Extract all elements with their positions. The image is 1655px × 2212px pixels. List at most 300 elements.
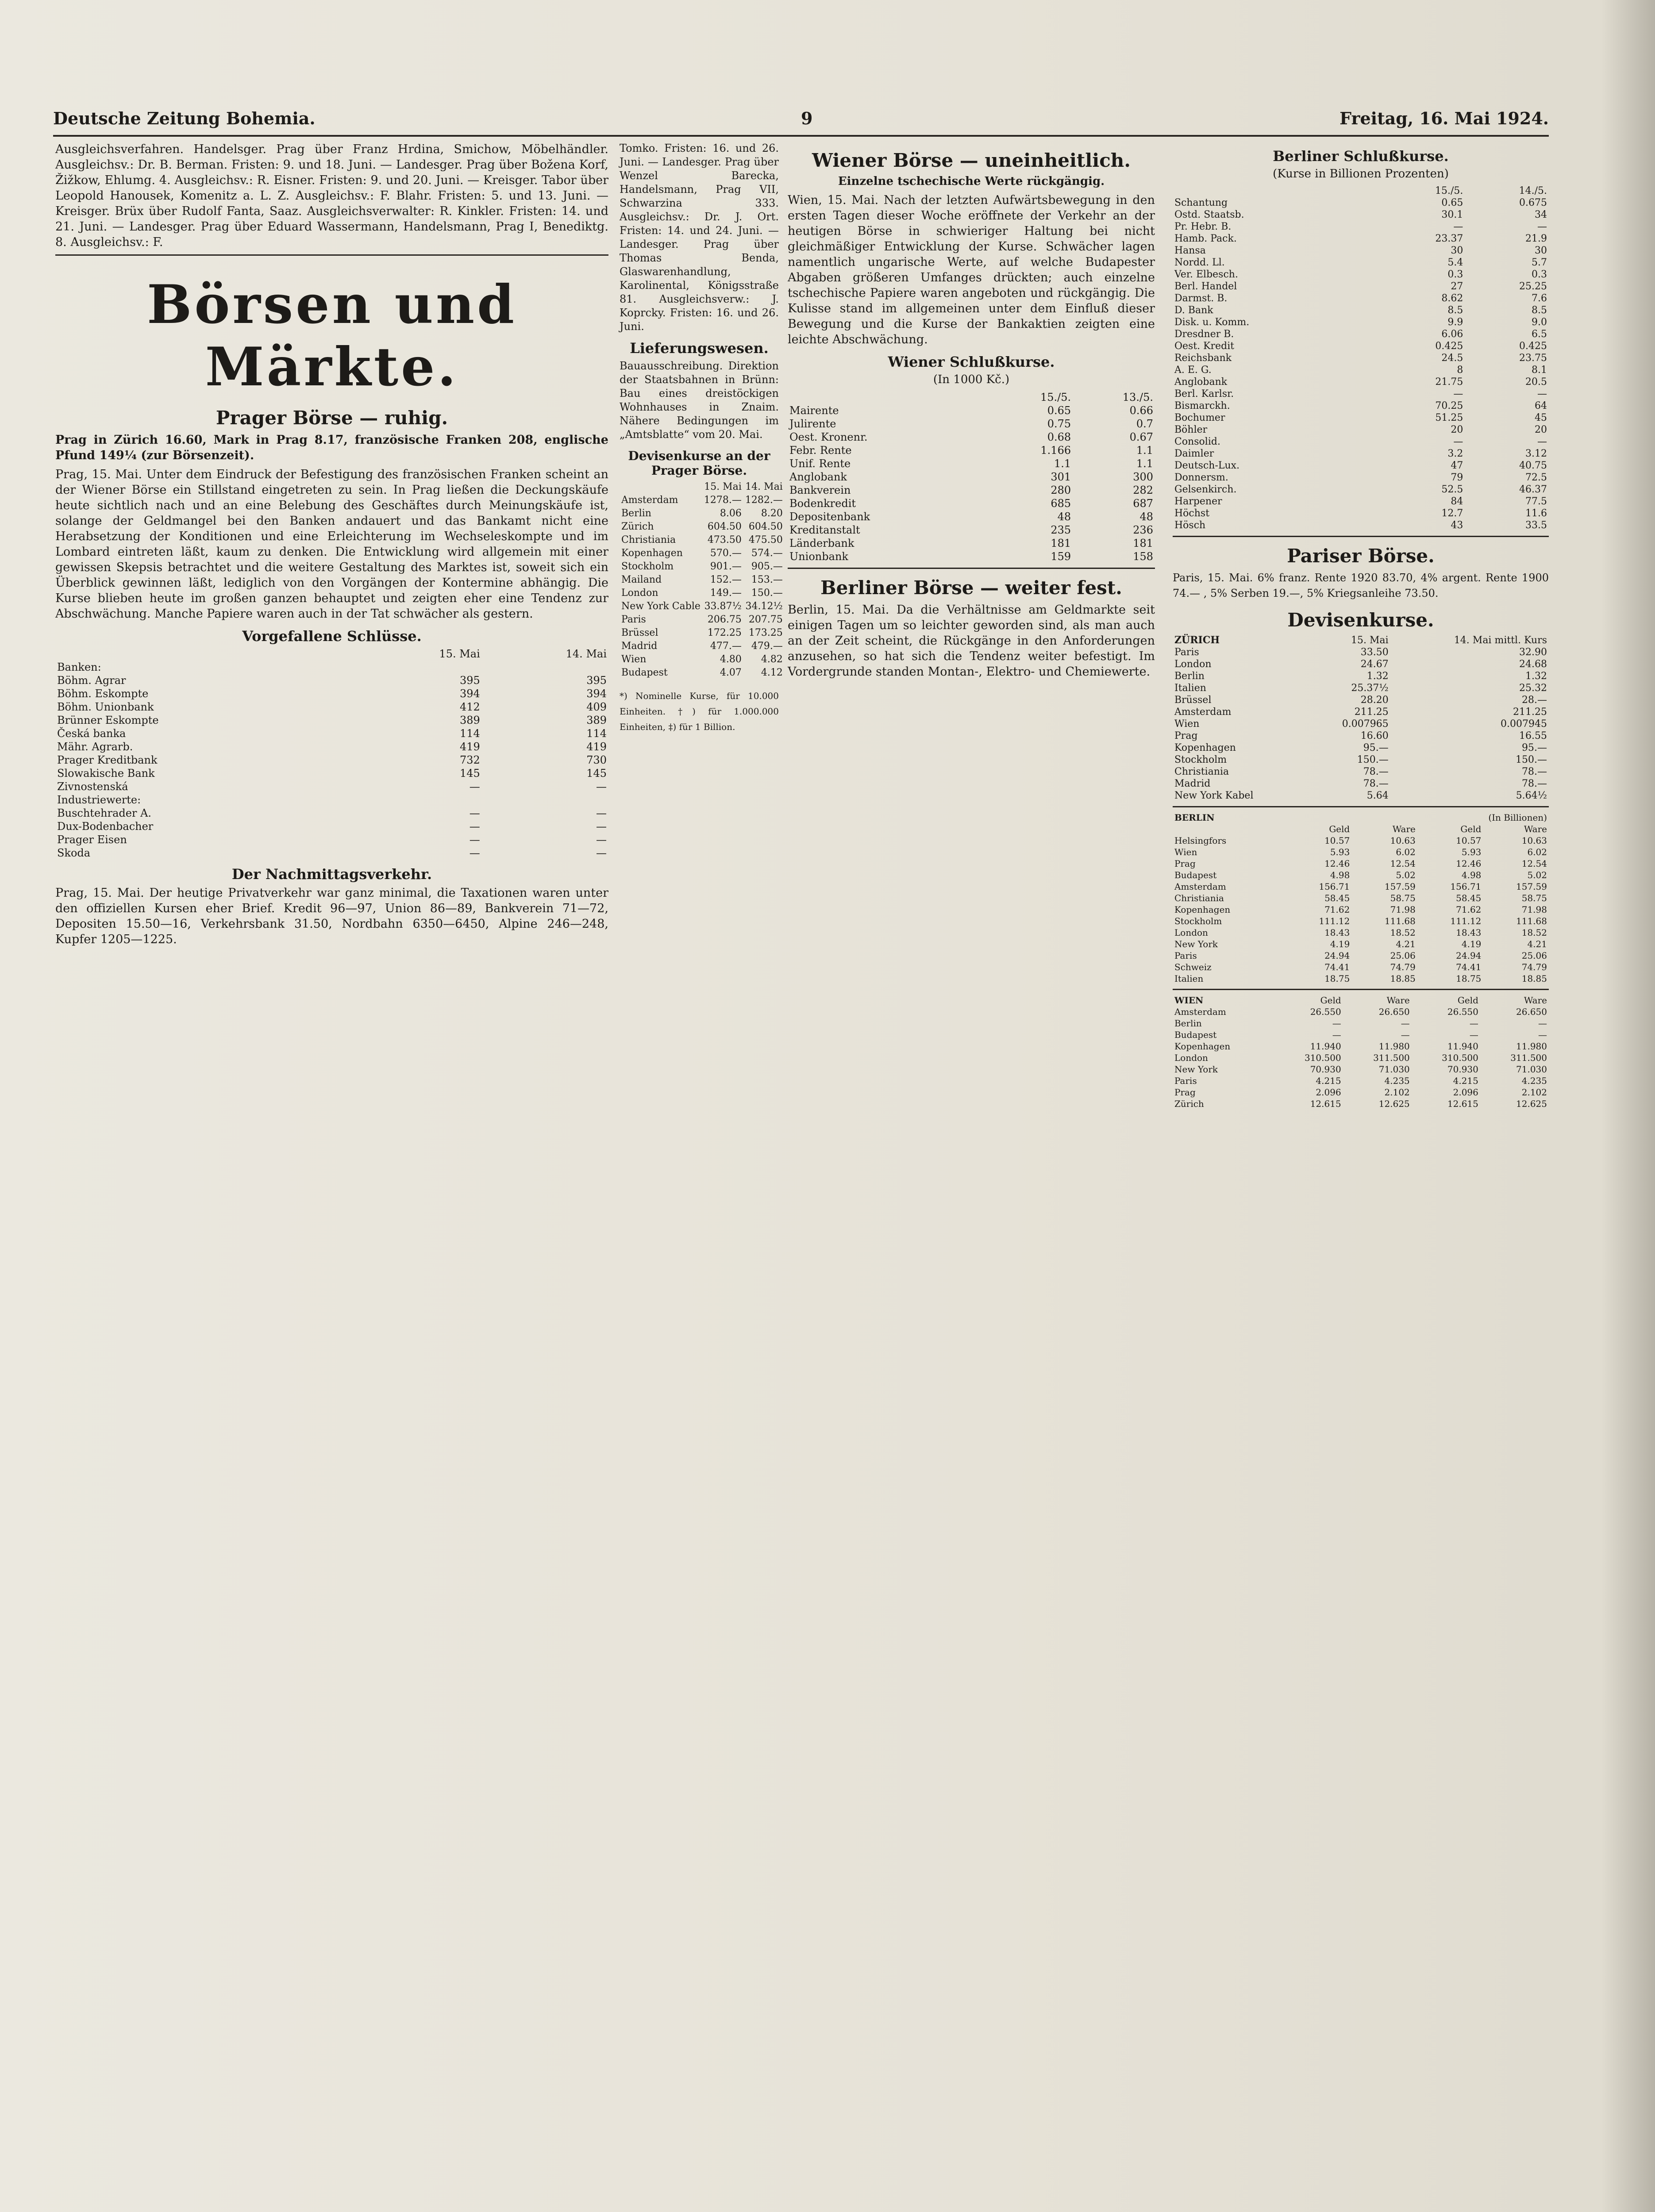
cell-value: 730 [586,754,607,766]
col-header: 15. Mai [439,648,480,660]
cell-value: 395 [586,674,607,687]
row-label: Paris [1174,950,1197,961]
table-row [1173,245,1549,257]
cell-value: 5.64½ [1516,790,1547,801]
cell-value: 310.500 [1442,1052,1478,1063]
row-label: Berlin [1174,1018,1202,1029]
cell-value: 12.615 [1447,1098,1478,1109]
table-row [1173,858,1549,869]
cell-value: 71.98 [1390,904,1416,915]
cell-value: 4.21 [1396,939,1416,949]
cell-value: 78.— [1522,766,1547,777]
cell-value: 394 [586,687,607,700]
cell-value: 901.— [710,561,742,572]
table-row [788,430,1155,444]
cell-value: 78.— [1522,778,1547,789]
table-row [1173,376,1549,388]
cell-value: 5.64 [1366,790,1389,801]
cell-value: 4.235 [1384,1075,1410,1086]
table-row [620,653,785,666]
cell-value: 58.45 [1324,893,1350,903]
cell-value: 0.65 [1441,197,1463,208]
table-row [55,846,608,860]
berlin-devisen-table [1173,812,1549,984]
row-label: Česká banka [57,727,126,740]
cell-value: 4.235 [1521,1075,1547,1086]
cell-value: 300 [1133,471,1153,483]
cell-value: 34.12½ [745,601,783,612]
row-label: New York [1174,1064,1218,1075]
table-row [55,793,608,806]
cell-value: 79 [1451,472,1463,483]
column-vienna-berlin [788,142,1155,2212]
cell-value: 311.500 [1510,1052,1547,1063]
cell-value: 311.500 [1373,1052,1410,1063]
table-row [1173,340,1549,352]
cell-value: 687 [1133,497,1153,510]
cell-value: 33.87½ [704,601,742,612]
row-label: Anglobank [789,471,847,483]
row-label: Banken: [57,661,101,673]
table-row [620,547,785,560]
row-label: Berl. Handel [1174,281,1237,292]
row-label: Donnersm. [1174,472,1228,483]
table-row [620,520,785,534]
table-row [1173,1087,1549,1098]
row-label: London [1174,1052,1208,1063]
row-label: Stockholm [1174,916,1222,926]
cell-value: 1.32 [1366,671,1389,682]
city-label: WIEN [1174,995,1204,1006]
divider [55,254,608,256]
delivery-text: Bauausschreibung. Direktion der Staatsbahnen in Brünn: Bau eines dreistöckigen Wohnhauses in Znaim. Nähere Bedingungen im „Amtsblatte“ vom 20. Mai. [620,360,779,441]
cell-value: 77.5 [1525,496,1547,507]
cell-value: 12.54 [1390,858,1416,869]
cell-value: 145 [459,767,480,780]
cell-value: 5.4 [1447,257,1463,268]
row-label: Prag [1174,1087,1196,1098]
cell-value: 34 [1535,209,1547,220]
cell-value: 395 [459,674,480,687]
cell-value: 0.425 [1435,341,1463,352]
row-label: Böhm. Agrar [57,674,126,687]
cell-value: 156.71 [1319,881,1350,892]
column-left [55,142,608,2212]
row-label: Prag [1174,730,1198,741]
cell-value: 6.02 [1527,847,1547,857]
row-label: Berlin [1174,671,1205,682]
cell-value: — [1537,221,1547,232]
cell-value: 0.7 [1136,418,1153,430]
cell-value: 5.93 [1330,847,1350,857]
cell-value: — [1538,1029,1547,1040]
table-row [55,661,608,674]
berlin-closing-table [1173,185,1549,531]
cell-value: 12.625 [1516,1098,1547,1109]
divider [1173,989,1549,990]
cell-value: 71.030 [1516,1064,1547,1075]
cell-value [482,793,608,806]
cell-value: 40.75 [1519,460,1547,471]
table-row [1173,460,1549,472]
cell-value: 18.75 [1456,973,1482,984]
cell-value: 5.7 [1532,257,1547,268]
row-label: Brüssel [621,627,658,638]
cell-value: 111.12 [1450,916,1482,926]
cell-value: 301 [1051,471,1071,483]
cell-value: 4.98 [1330,870,1350,880]
row-label: Zivnostenská [57,780,128,793]
column-prague-devisen [620,442,783,1637]
table-row [788,523,1155,537]
table-row [1173,869,1549,881]
row-label: Nordd. Ll. [1174,257,1225,268]
table-row [620,640,785,653]
legal-notice-1: Ausgleichsverfahren. Handelsger. Prag über Franz Hrdina, Smichow, Möbelhändler. Ausgleichsv.: Dr. B. Berman. Fristen: 9. und 18. Juni. — Landesger. Prag über Božena Korf, Žižkow, Ehlumg. 4. Ausgleichsv.: R. Eisner. Fristen: 9. und 20. Juni. — Kreisger. Tabor über Leopold Hanousek, Komenitz a. L. Z. Ausgleichsv.: F. Blahr. Fristen: 5. und 13. Juni. — Kreisger. Brüx über Rudolf Fanta, Saaz. Ausgleichsverwalter: R. Kinkler. Fristen: 14. und 21. Juni. — Landesger. Prag über Eduard Wassermann, Handelsmann, Prag I, Benediktg. 8. Ausgleichsv.: F. [55,142,608,249]
col-header: Ware [1524,824,1547,834]
table-row [55,674,608,687]
col-header: 14. Mai [566,648,607,660]
row-label: Wien [621,654,647,665]
cell-value: 32.90 [1519,647,1547,658]
legal-notice-2: Tomko. Fristen: 16. und 26. Juni. — Landesger. Prag über Wenzel Barecka, Handelsmann, Prag VII, Schwarzina 333. Ausgleichsv.: Dr. J. Ort. Fristen: 14. und 24. Juni. — Landesger. Prag über Thomas Benda, Glaswarenhandlung, Karolinental, Königsstraße 81. Ausgleichsverw.: J. Koprcky. Fristen: 16. und 26. Juni. [620,142,779,333]
cell-value: 206.75 [707,614,742,625]
row-label: Buschtehrader A. [57,807,152,819]
table-row [620,507,785,520]
cell-value: 12.54 [1521,858,1547,869]
row-label: Julirente [789,418,836,430]
settlements-title: Vorgefallene Schlüsse. [242,628,422,645]
table-row [1173,495,1549,507]
row-label: Unionbank [789,550,848,563]
row-label: Ostd. Staatsb. [1174,209,1244,220]
table-row [1173,706,1549,718]
cell-value: 23.37 [1435,233,1463,244]
table-row [1173,424,1549,436]
row-label: London [1174,927,1208,938]
cell-value: 389 [459,714,480,726]
row-label: Budapest [1174,870,1217,880]
cell-value: 30 [1535,245,1547,256]
cell-value: 45 [1535,412,1547,423]
cell-value: 3.12 [1525,448,1547,459]
cell-value: 5.02 [1396,870,1416,880]
cell-value: 157.59 [1516,881,1547,892]
divider [1173,536,1549,537]
row-label: Amsterdam [1174,707,1232,718]
table-row [1173,682,1549,694]
cell-value: — [596,833,607,846]
table-row [1173,209,1549,221]
cell-value: 71.62 [1456,904,1482,915]
cell-value: — [596,820,607,833]
row-label: Slowakische Bank [57,767,155,780]
table-row [788,550,1155,563]
cell-value: 26.650 [1516,1006,1547,1017]
cell-value: 409 [586,701,607,713]
cell-value: 6.06 [1441,329,1463,340]
cell-value: 6.02 [1396,847,1416,857]
row-label: Italien [1174,973,1204,984]
table-row [1173,364,1549,376]
table-row [1173,961,1549,973]
col-header: Geld [1457,995,1478,1006]
cell-value: 20 [1451,424,1463,435]
cell-value: — [469,807,480,819]
scan-shadow [1602,0,1655,2212]
section-title: Börsen und Märkte. [146,273,517,398]
cell-value: 1.1 [1136,457,1153,470]
cell-value: 419 [586,741,607,753]
header-page-number: 9 [801,108,813,128]
cell-value: 0.68 [1047,431,1071,443]
header-date: Freitag, 16. Mai 1924. [1339,108,1549,128]
table-row [1173,646,1549,658]
row-label: Paris [621,614,646,625]
table-row [1173,1041,1549,1052]
table-row [1173,973,1549,984]
berlin-exchange-body: Berlin, 15. Mai. Da die Verhältnisse am Geldmarkte seit einigen Tagen um so leichter geworden sind, als man auch an der Zeit scheint, die Rückgänge in den Anforderungen anzusehen, so hat sich die Tendenz weiter befestigt. Im Vordergrunde standen Montan-, Elektro- und Chemiewerte. [788,603,1155,679]
table-row [1173,835,1549,846]
table-row [1173,448,1549,460]
cell-value [482,661,608,674]
row-label: Depositenbank [789,511,870,523]
col-header: 15. Mai [704,481,742,492]
row-label: Paris [1174,1075,1197,1086]
table-row [1173,292,1549,304]
cell-value: — [1401,1018,1410,1029]
table-row [55,714,608,727]
cell-value: 48 [1139,511,1153,523]
cell-value: 24.94 [1324,950,1350,961]
unit-note: (In Billionen) [1488,812,1547,823]
cell-value: 26.550 [1310,1006,1341,1017]
cell-value: — [1469,1018,1478,1029]
row-label: Bankverein [789,484,851,496]
cell-value: 149.— [710,588,742,599]
row-label: London [621,588,658,599]
cell-value: 20 [1535,424,1547,435]
prague-exchange-lead: Prag in Zürich 16.60, Mark in Prag 8.17, französische Franken 208, englische Pfund 149¼ (zur Börsenzeit). [55,433,608,462]
row-label: Länderbank [789,537,854,549]
table-row [1173,892,1549,904]
row-label: Darmst. B. [1174,293,1228,304]
row-label: Kopenhagen [621,548,683,559]
cell-value: — [1469,1029,1478,1040]
row-label: Berlin [621,508,651,519]
row-label: New York Kabel [1174,790,1254,801]
column-right [1173,142,1549,2212]
cell-value: 71.62 [1324,904,1350,915]
cell-value: 11.6 [1525,508,1547,519]
vienna-exchange-sub: Einzelne tschechische Werte rückgängig. [838,175,1105,188]
cell-value: 574.— [751,548,783,559]
cell-value: 47 [1451,460,1463,471]
row-label: Oest. Kronenr. [789,431,868,443]
cell-value: 6.5 [1532,329,1547,340]
cell-value: 207.75 [748,614,783,625]
cell-value: 70.930 [1310,1064,1341,1075]
row-label: Amsterdam [621,495,678,506]
cell-value: 10.57 [1456,835,1482,846]
cell-value: 74.79 [1390,962,1416,972]
cell-value: 0.007945 [1501,718,1547,730]
col-header: Geld [1460,824,1482,834]
cell-value: 74.41 [1456,962,1482,972]
cell-value: — [1537,388,1547,399]
settlements-table [55,647,608,860]
table-row [1173,519,1549,531]
cell-value: 72.5 [1525,472,1547,483]
cell-value: 12.625 [1378,1098,1410,1109]
cell-value: 114 [586,727,607,740]
row-label: Febr. Rente [789,444,852,457]
cell-value: 111.68 [1516,916,1547,926]
cell-value: 64 [1535,400,1547,411]
cell-value: 4.82 [761,654,783,665]
cell-value: 172.25 [707,627,742,638]
cell-value: 158 [1133,550,1153,563]
table-row [55,727,608,740]
table-row [788,417,1155,430]
cell-value: 33.5 [1525,520,1547,531]
cell-value: 8.62 [1441,293,1463,304]
cell-value: — [596,807,607,819]
table-row [1173,1075,1549,1087]
cell-value: 58.75 [1521,893,1547,903]
cell-value: 0.3 [1532,269,1547,280]
cell-value: — [1401,1029,1410,1040]
table-row [620,494,785,507]
row-label: Oest. Kredit [1174,341,1235,352]
col-header: 15./5. [1435,185,1463,196]
row-label: Gelsenkirch. [1174,484,1237,495]
cell-value: 24.94 [1456,950,1482,961]
wien-devisen-table [1173,995,1549,1110]
row-label: Böhler [1174,424,1208,435]
table-row [1173,233,1549,245]
cell-value: 20.5 [1525,376,1547,388]
row-label: Bochumer [1174,412,1225,423]
cell-value: 181 [1133,537,1153,549]
row-label: Madrid [621,641,658,652]
table-row [55,833,608,846]
cell-value: 2.096 [1453,1087,1478,1098]
cell-value: 25.32 [1519,683,1547,694]
cell-value: 70.25 [1435,400,1463,411]
table-row [1173,658,1549,670]
cell-value: 16.60 [1360,730,1389,741]
table-row [1173,388,1549,400]
row-label: Kreditanstalt [789,524,860,536]
cell-value: 58.75 [1390,893,1416,903]
table-row [1173,950,1549,961]
cell-value: 905.— [751,561,783,572]
cell-value: 10.57 [1324,835,1350,846]
row-label: Prager Eisen [57,833,127,846]
table-row [55,820,608,833]
table-row [620,600,785,613]
cell-value: 18.52 [1521,927,1547,938]
row-label: Budapest [621,667,668,678]
table-row [1173,257,1549,269]
cell-value: 52.5 [1441,484,1463,495]
cell-value: 18.75 [1324,973,1350,984]
table-row [1173,1052,1549,1064]
cell-value: 26.550 [1447,1006,1478,1017]
prague-exchange-body: Prag, 15. Mai. Unter dem Eindruck der Befestigung des französischen Franken scheint an der Wiener Börse ein Stillstand eingetreten zu sein. In Prag ließen die Deckungskäufe heute sichtlich nach und an eine Belebung des Geschäftes durch Meinungskäufe ist, solange der Geldmangel bei den Banken andauert und das Bankamt nicht eine Herabsetzung der Konditionen und eine Erleichterung im Wechseleskompte und im Lombard eintreten läßt, kaum zu denken. Die Entwicklung wird allgemein mit einer gewissen Skepsis betrachtet und die weitere Gestaltung des Marktes ist, soweit sich ein Überblick gewinnen läßt, lediglich von den Vorgängen der Kontermine abhängig. Die Kurse blieben heute im großen ganzen behauptet und zeigten eher eine Tendenz zur Abschwächung. Manche Papiere waren auch in der Tat schwächer als gestern. [55,468,608,621]
cell-value: 25.06 [1521,950,1547,961]
cell-value: 33.50 [1360,647,1389,658]
row-label: A. E. G. [1174,365,1212,376]
cell-value: 8.5 [1447,305,1463,316]
table-row [1173,1064,1549,1075]
table-row [1173,766,1549,778]
cell-value: 389 [586,714,607,726]
cell-value: — [1332,1018,1341,1029]
row-label: Pr. Hebr. B. [1174,221,1232,232]
table-row [1173,280,1549,292]
table-row [55,687,608,700]
row-label: Amsterdam [1174,881,1226,892]
cell-value: 18.43 [1456,927,1482,938]
row-label: Christiania [1174,893,1224,903]
table-row [788,404,1155,417]
cell-value: 9.9 [1447,317,1463,328]
table-row [55,806,608,820]
cell-value: 74.41 [1324,962,1350,972]
cell-value: 394 [459,687,480,700]
berlin-exchange-title: Berliner Börse — weiter fest. [820,577,1122,599]
vienna-closing-title: Wiener Schlußkurse. [888,353,1055,370]
cell-value: 12.7 [1441,508,1463,519]
cell-value: — [1538,1018,1547,1029]
cell-value: — [596,847,607,859]
cell-value: 1278.— [704,495,742,506]
vienna-exchange-title: Wiener Börse — uneinheitlich. [812,150,1131,171]
row-label: Daimler [1174,448,1214,459]
row-label: Paris [1174,647,1199,658]
cell-value: 24.67 [1360,659,1389,670]
cell-value: 0.66 [1129,404,1153,417]
cell-value: 25.25 [1519,281,1547,292]
row-label: Bodenkredit [789,497,856,510]
row-label: Berl. Karlsr. [1174,388,1234,399]
table-row [1173,304,1549,316]
table-row [1173,938,1549,950]
col-header: Ware [1524,995,1547,1006]
cell-value: 152.— [710,574,742,585]
col-header: 14./5. [1519,185,1547,196]
table-row [55,700,608,714]
cell-value: 2.102 [1521,1087,1547,1098]
table-row [1173,352,1549,364]
cell-value: 10.63 [1390,835,1416,846]
vienna-exchange-body: Wien, 15. Mai. Nach der letzten Aufwärtsbewegung in den ersten Tagen dieser Woche eröffnete der Verkehr an der heutigen Börse in schwieriger Haltung bei nicht gleichmäßiger Entwicklung der Kurse. Schwächer lagen namentlich ungarische Werte, auf welche Budapester Abgaben größeren Umfanges drückten; auch einzelne tschechische Papiere waren angeboten und rückgängig. Die Kulisse stand im allgemeinen unter dem Einfluß dieser Bewegung und die Kurse der Bankaktien zeigten eine leichte Abschwächung. [788,193,1155,346]
table-row [1173,790,1549,802]
cell-value: — [469,833,480,846]
table-row [1173,400,1549,412]
cell-value: 18.43 [1324,927,1350,938]
table-row [788,510,1155,523]
cell-value: 479.— [751,641,783,652]
table-row [620,666,785,680]
cell-value: 11.940 [1447,1041,1478,1052]
cell-value: 12.46 [1456,858,1482,869]
cell-value: 18.52 [1390,927,1416,938]
table-row [1173,507,1549,519]
table-row [1173,730,1549,742]
